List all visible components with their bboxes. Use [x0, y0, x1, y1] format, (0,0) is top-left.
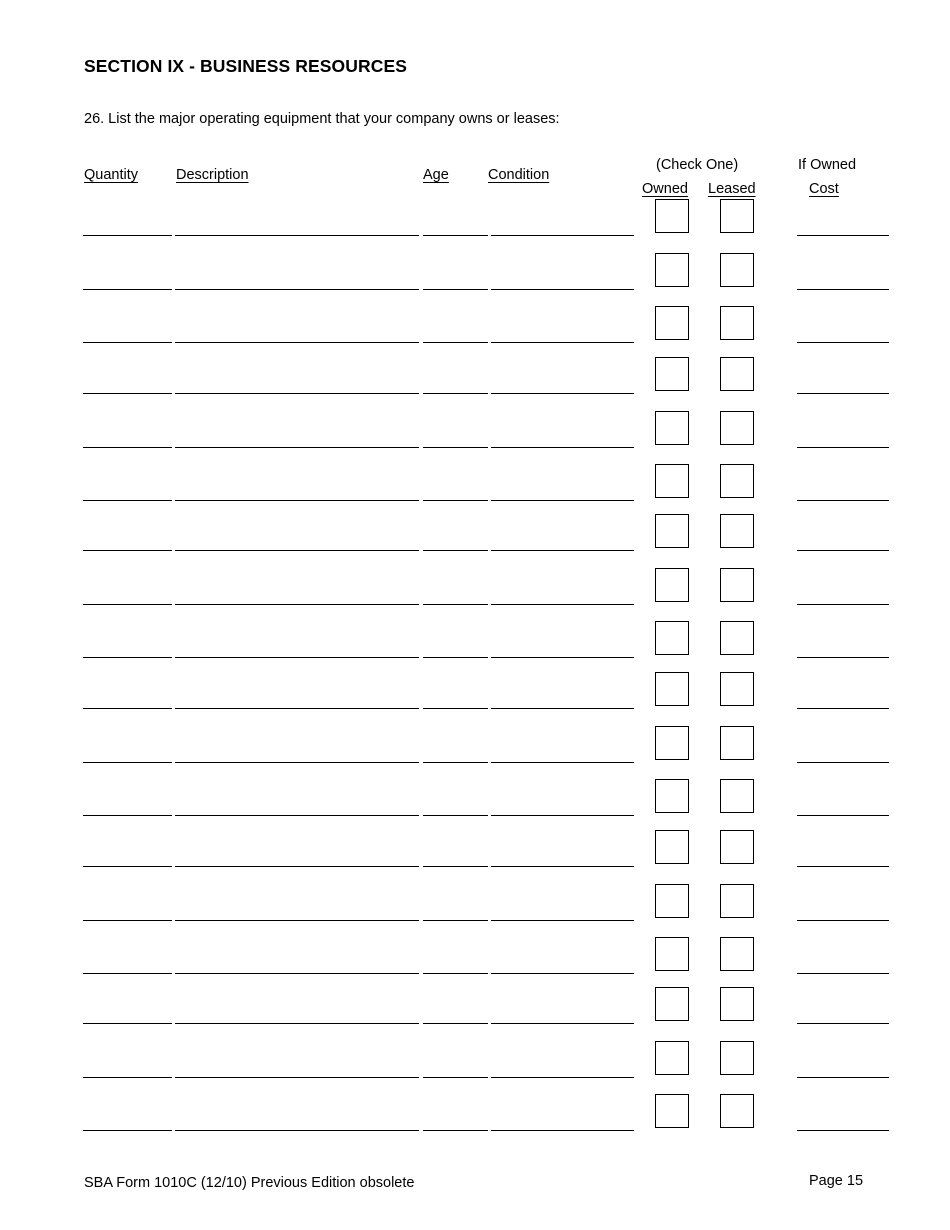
condition-field[interactable] [491, 762, 634, 763]
description-field[interactable] [175, 1077, 419, 1078]
cost-field[interactable] [797, 393, 889, 394]
condition-field[interactable] [491, 866, 634, 867]
owned-checkbox[interactable] [655, 937, 689, 971]
description-field[interactable] [175, 1023, 419, 1024]
cost-field[interactable] [797, 762, 889, 763]
description-field[interactable] [175, 500, 419, 501]
leased-checkbox[interactable] [720, 1041, 754, 1075]
table-row [0, 884, 950, 938]
header-condition: Condition [488, 167, 550, 183]
section-title: SECTION IX - BUSINESS RESOURCES [84, 56, 408, 76]
cost-field[interactable] [797, 500, 889, 501]
leased-checkbox[interactable] [720, 779, 754, 813]
leased-checkbox[interactable] [720, 937, 754, 971]
owned-checkbox[interactable] [655, 987, 689, 1021]
description-field[interactable] [175, 1130, 419, 1131]
age-field[interactable] [423, 604, 488, 605]
age-field[interactable] [423, 1130, 488, 1131]
age-field[interactable] [423, 500, 488, 501]
cost-field[interactable] [797, 866, 889, 867]
table-row [0, 1094, 950, 1148]
quantity-field[interactable] [83, 500, 172, 501]
leased-checkbox[interactable] [720, 884, 754, 918]
table-row [0, 937, 950, 991]
table-row [0, 987, 950, 1041]
description-field[interactable] [175, 550, 419, 551]
leased-checkbox[interactable] [720, 672, 754, 706]
owned-checkbox[interactable] [655, 1094, 689, 1128]
condition-field[interactable] [491, 235, 634, 236]
age-field[interactable] [423, 289, 488, 290]
description-field[interactable] [175, 866, 419, 867]
age-field[interactable] [423, 815, 488, 816]
leased-checkbox[interactable] [720, 411, 754, 445]
condition-field[interactable] [491, 1077, 634, 1078]
table-row [0, 621, 950, 675]
quantity-field[interactable] [83, 815, 172, 816]
owned-checkbox[interactable] [655, 726, 689, 760]
cost-field[interactable] [797, 1077, 889, 1078]
header-check-one: (Check One) [656, 157, 739, 173]
header-owned: Owned [642, 181, 688, 197]
leased-checkbox[interactable] [720, 568, 754, 602]
quantity-field[interactable] [83, 604, 172, 605]
description-field[interactable] [175, 815, 419, 816]
cost-field[interactable] [797, 920, 889, 921]
condition-field[interactable] [491, 1130, 634, 1131]
description-field[interactable] [175, 657, 419, 658]
age-field[interactable] [423, 920, 488, 921]
quantity-field[interactable] [83, 1077, 172, 1078]
table-row [0, 568, 950, 622]
cost-field[interactable] [797, 815, 889, 816]
cost-field[interactable] [797, 289, 889, 290]
leased-checkbox[interactable] [720, 464, 754, 498]
leased-checkbox[interactable] [720, 621, 754, 655]
leased-checkbox[interactable] [720, 357, 754, 391]
description-field[interactable] [175, 920, 419, 921]
cost-field[interactable] [797, 342, 889, 343]
description-field[interactable] [175, 235, 419, 236]
table-row [0, 199, 950, 253]
table-row [0, 306, 950, 360]
header-if-owned: If Owned [798, 157, 857, 173]
quantity-field[interactable] [83, 762, 172, 763]
cost-field[interactable] [797, 604, 889, 605]
quantity-field[interactable] [83, 342, 172, 343]
leased-checkbox[interactable] [720, 199, 754, 233]
quantity-field[interactable] [83, 657, 172, 658]
table-row [0, 253, 950, 307]
leased-checkbox[interactable] [720, 726, 754, 760]
cost-field[interactable] [797, 235, 889, 236]
condition-field[interactable] [491, 342, 634, 343]
quantity-field[interactable] [83, 447, 172, 448]
condition-field[interactable] [491, 550, 634, 551]
owned-checkbox[interactable] [655, 568, 689, 602]
condition-field[interactable] [491, 289, 634, 290]
leased-checkbox[interactable] [720, 514, 754, 548]
quantity-field[interactable] [83, 1023, 172, 1024]
description-field[interactable] [175, 708, 419, 709]
owned-checkbox[interactable] [655, 411, 689, 445]
table-row [0, 1041, 950, 1095]
age-field[interactable] [423, 657, 488, 658]
owned-checkbox[interactable] [655, 357, 689, 391]
age-field[interactable] [423, 973, 488, 974]
owned-checkbox[interactable] [655, 1041, 689, 1075]
description-field[interactable] [175, 762, 419, 763]
table-row [0, 357, 950, 411]
cost-field[interactable] [797, 550, 889, 551]
leased-checkbox[interactable] [720, 253, 754, 287]
header-cost: Cost [809, 181, 839, 197]
quantity-field[interactable] [83, 1130, 172, 1131]
table-row [0, 411, 950, 465]
condition-field[interactable] [491, 815, 634, 816]
cost-field[interactable] [797, 973, 889, 974]
leased-checkbox[interactable] [720, 987, 754, 1021]
description-field[interactable] [175, 393, 419, 394]
table-row [0, 672, 950, 726]
condition-field[interactable] [491, 973, 634, 974]
age-field[interactable] [423, 393, 488, 394]
quantity-field[interactable] [83, 920, 172, 921]
owned-checkbox[interactable] [655, 514, 689, 548]
description-field[interactable] [175, 973, 419, 974]
owned-checkbox[interactable] [655, 306, 689, 340]
quantity-field[interactable] [83, 708, 172, 709]
owned-checkbox[interactable] [655, 672, 689, 706]
cost-field[interactable] [797, 657, 889, 658]
cost-field[interactable] [797, 447, 889, 448]
table-row [0, 779, 950, 833]
description-field[interactable] [175, 447, 419, 448]
table-row [0, 464, 950, 518]
owned-checkbox[interactable] [655, 884, 689, 918]
table-row [0, 514, 950, 568]
condition-field[interactable] [491, 708, 634, 709]
owned-checkbox[interactable] [655, 779, 689, 813]
quantity-field[interactable] [83, 866, 172, 867]
header-leased: Leased [708, 181, 756, 197]
header-description: Description [176, 167, 249, 183]
leased-checkbox[interactable] [720, 830, 754, 864]
quantity-field[interactable] [83, 235, 172, 236]
age-field[interactable] [423, 1023, 488, 1024]
age-field[interactable] [423, 550, 488, 551]
header-quantity: Quantity [84, 167, 138, 183]
owned-checkbox[interactable] [655, 199, 689, 233]
condition-field[interactable] [491, 920, 634, 921]
quantity-field[interactable] [83, 550, 172, 551]
owned-checkbox[interactable] [655, 621, 689, 655]
description-field[interactable] [175, 289, 419, 290]
quantity-field[interactable] [83, 393, 172, 394]
table-row [0, 726, 950, 780]
description-field[interactable] [175, 604, 419, 605]
header-age: Age [423, 167, 449, 183]
leased-checkbox[interactable] [720, 306, 754, 340]
cost-field[interactable] [797, 1130, 889, 1131]
age-field[interactable] [423, 762, 488, 763]
owned-checkbox[interactable] [655, 464, 689, 498]
table-row [0, 830, 950, 884]
cost-field[interactable] [797, 1023, 889, 1024]
condition-field[interactable] [491, 500, 634, 501]
leased-checkbox[interactable] [720, 1094, 754, 1128]
condition-field[interactable] [491, 393, 634, 394]
description-field[interactable] [175, 342, 419, 343]
age-field[interactable] [423, 1077, 488, 1078]
condition-field[interactable] [491, 447, 634, 448]
condition-field[interactable] [491, 657, 634, 658]
question-text: 26. List the major operating equipment that your company owns or leases: [84, 111, 560, 127]
age-field[interactable] [423, 708, 488, 709]
condition-field[interactable] [491, 604, 634, 605]
quantity-field[interactable] [83, 289, 172, 290]
quantity-field[interactable] [83, 973, 172, 974]
owned-checkbox[interactable] [655, 830, 689, 864]
form-identifier: SBA Form 1010C (12/10) Previous Edition obsolete [84, 1175, 415, 1191]
condition-field[interactable] [491, 1023, 634, 1024]
age-field[interactable] [423, 342, 488, 343]
page-number: Page 15 [809, 1173, 864, 1189]
age-field[interactable] [423, 866, 488, 867]
age-field[interactable] [423, 235, 488, 236]
owned-checkbox[interactable] [655, 253, 689, 287]
cost-field[interactable] [797, 708, 889, 709]
age-field[interactable] [423, 447, 488, 448]
